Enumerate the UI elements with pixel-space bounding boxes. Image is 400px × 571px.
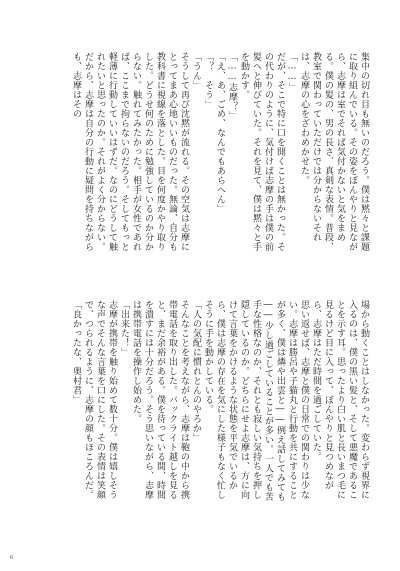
body-text-bottom: 場から動くことはしなかった。変わらず視界に入るのは、僕の黒い髪と、そして悪魔であることを示す耳。思ったより白い肌と長いまつ毛に見るけど目に入って、ぼんやりと見つめながら、志摩はただ時間を過ごしていた。 思い返せば、志摩と僕の日常での関わりは少ない。志摩は勝呂や子猫丸と行動を共にすることが多く、僕は燐や出雲と――例え話してみても――少し過ごしていることが多い。一人でも苦手な性格なのか、それとも寂しい気持ちを押し隠しているのか。どちらにせよ志摩は、方に向けて言葉をかけるような状態を平気でいるから、僕は志摩の存在を気にした様子もなく忙しそうに手を動かしている。 「人の気配に慣れとんのやろか」 そんなことを考えながら、志摩は鞄の中から携帯電話を取り出した。バックライト越しを見ると、まだ余裕がある。僕を待っている間、時間を潰すには十分だろう。そう思いながら、志摩は携帯電話を操作し始めた。 「出来た！」 志摩が携帯を触り始めて数十分。僕は嬉しそうな声でそんな言葉を口にした。その表情は笑顔で、つられるように、志摩の顔もほころんだ。 「良かったな、奥村君」 [71, 300, 369, 502]
page-number: 6 [10, 555, 13, 561]
body-text-top: 集中の切れ目も無いのだろう。僕は黙々と課題に取り組んでいる。その姿をぼんやりと見ながら、志摩は室でそれば気付かないと気をまめる。僕の髪の、男の長さ、真剣な表情。普段、教室で関わっていただけでは分からないそれは、志摩の心をざわめかせた。 「……」 だが、そこで特に口を開くことは無かった。その代わりのように、気付けば志摩の手は僕の前髪へと伸びていた。それを見て、僕は黙々と手を動かす。 「……志摩？」 「え、あ、ごめ、なんでもあらへん」 「？ そう」 「うん」 そうして再び沈黙が流れる。その空気は志摩にとってまあ心地いいものだった。無論、自分も教科書に視線を落とした。目を何度かやり取りした。どうせ何のために勉強しているのか分からない。触れてみたかった。相手が女性であれば、ここまで拘らないのだろう。そしてもっと軽薄に行動していいはずだ。なのにどうして触れたいと思ったのか。それがよく分からない。だから、志摩は自分の行動に疑問を持ちながらも、志摩はその [71, 52, 369, 252]
